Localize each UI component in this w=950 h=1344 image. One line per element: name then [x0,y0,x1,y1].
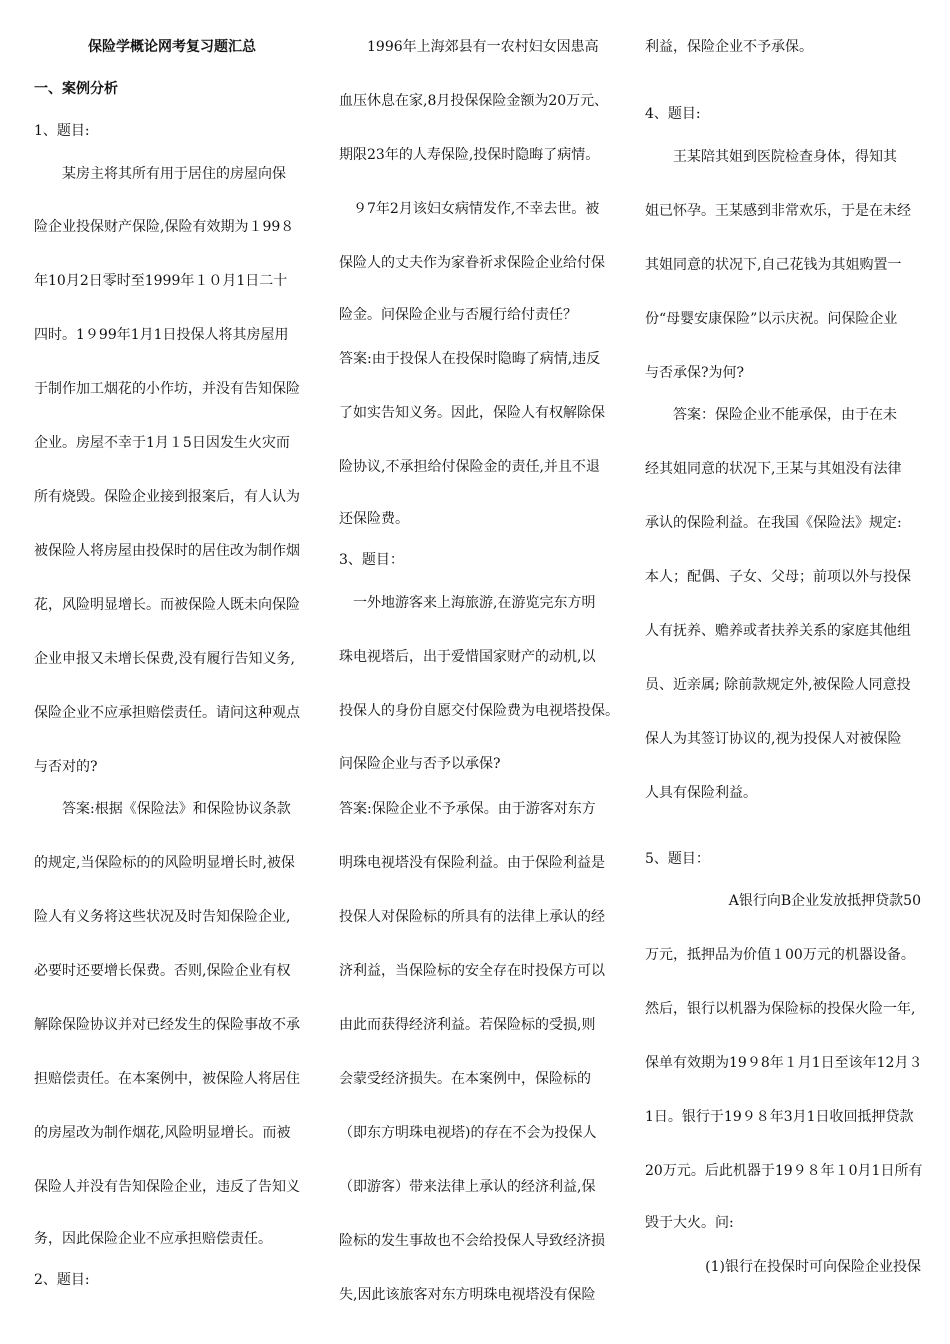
text-line: 被保险人将房屋由投保时的居住改为制作烟 [34,543,300,559]
text-line: 本人；配偶、子女、父母；前项以外与投保 [645,569,911,585]
text-line: 份“母婴安康保险”以示庆祝。问保险企业 [645,311,898,327]
text-line: ９7年2月该妇女病情发作,不幸去世。被 [353,201,600,217]
text-line: 花，风险明显增长。而被保险人既未向保险 [34,597,300,613]
text-line: 其姐同意的状况下,自己花钱为其姐购置一 [645,257,902,273]
text-line: 与否对的? [34,759,98,775]
section-heading: 一、案例分析 [34,81,118,97]
text-line: 企业。房屋不幸于1月１5日因发生火灾而 [34,435,290,451]
text-line: 企业申报又未增长保费,没有履行告知义务, [34,651,295,667]
text-line: 投保人对保险标的所具有的法律上承认的经 [339,909,605,925]
text-line: 某房主将其所有用于居住的房屋向保 [62,166,286,182]
text-line: 的规定,当保险标的的风险明显增长时,被保 [34,855,295,871]
text-line: （即游客）带来法律上承认的经济利益,保 [339,1179,596,1195]
text-line: 毁于大火。问: [645,1215,734,1231]
text-line: 险金。问保险企业与否履行给付责任？ [339,307,577,323]
text-line: 经其姐同意的状况下,王某与其姐没有法律 [645,461,902,477]
text-line: 济利益，当保险标的安全存在时投保方可以 [339,963,605,979]
text-line: 20万元。后此机器于19９８年１0月1日所有 [645,1163,923,1179]
text-line: 险标的发生事故也不会给投保人导致经济损 [339,1233,605,1249]
text-line: 承认的保险利益。在我国《保险法》规定: [645,515,902,531]
answer-line: 答案:保险企业不予承保。由于游客对东方 [339,801,596,817]
text-line: 保险企业不应承担赔偿责任。请问这种观点 [34,705,300,721]
text-line: 一外地游客来上海旅游,在游览完东方明 [353,595,596,611]
question-heading: 2、题目: [34,1272,90,1288]
text-line: 所有烧毁。保险企业接到报案后，有人认为 [34,489,300,505]
question-heading: 1、题目: [34,123,90,139]
text-line: 保单有效期为19９8年１月1日至该年12月３ [645,1055,923,1071]
question-heading: 5、题目： [645,851,710,867]
text-line: 1日。银行于19９８年3月1日收回抵押贷款 [645,1109,914,1125]
text-line: 与否承保?为何? [645,365,745,381]
answer-line: 答案：保险企业不能承保，由于在未 [673,407,897,423]
text-line: 务，因此保险企业不应承担赔偿责任。 [34,1231,272,1247]
text-line: 必要时还要增长保费。否则,保险企业有权 [34,963,291,979]
text-line: （即东方明珠电视塔)的存在不会为投保人 [339,1125,597,1141]
text-line: 险人有义务将这些状况及时告知保险企业, [34,909,291,925]
text-line: 人具有保险利益。 [645,785,757,801]
text-line: 的房屋改为制作烟花,风险明显增长。而被 [34,1125,291,1141]
text-line: 还保险费。 [339,511,409,527]
text-line: 年10月2日零时至1999年１０月1日二十 [34,273,288,289]
text-line: 四时。1９99年1月1日投保人将其房屋用 [34,327,289,343]
text-line: 利益，保险企业不予承保。 [645,39,813,55]
question-heading: 4、题目: [645,106,701,122]
answer-line: 答案:根据《保险法》和保险协议条款 [62,801,291,817]
text-line: 解除保险协议并对已经发生的保险事故不承 [34,1017,300,1033]
text-line: 万元，抵押品为价值１00万元的机器设备。 [645,947,915,963]
text-line: 于制作加工烟花的小作坊，并没有告知保险 [34,381,300,397]
text-line: 1996年上海郊县有一农村妇女因患高 [367,39,599,55]
text-line: 明珠电视塔没有保险利益。由于保险利益是 [339,855,605,871]
text-line: 血压休息在家,8月投保保险金额为20万元、 [339,93,609,109]
text-line: 然后，银行以机器为保险标的投保火险一年, [645,1001,916,1017]
text-line: 投保人的身份自愿交付保险费为电视塔投保。 [339,703,619,719]
text-line: A银行向B企业发放抵押贷款50 [728,893,921,909]
text-line: 保险人并没有告知保险企业，违反了告知义 [34,1179,300,1195]
text-line: 会蒙受经济损失。在本案例中，保险标的 [339,1071,591,1087]
text-line: 保险人的丈夫作为家眷祈求保险企业给付保 [339,255,605,271]
text-line: 险企业投保财产保险,保险有效期为１99８ [34,219,295,235]
text-line: 险协议,不承担给付保险金的责任,并且不退 [339,459,600,475]
text-line: 问保险企业与否予以承保? [339,756,501,772]
question-heading: 3、题目： [339,552,404,568]
text-line: 失,因此该旅客对东方明珠电视塔没有保险 [339,1287,596,1303]
text-line: 王某陪其姐到医院检查身体，得知其 [673,149,897,165]
text-line: 了如实告知义务。因此，保险人有权解除保 [339,405,605,421]
text-line: 担赔偿责任。在本案例中，被保险人将居住 [34,1071,300,1087]
text-line: 由此而获得经济利益。若保险标的受损,则 [339,1017,596,1033]
text-line: (1)银行在投保时可向保险企业投保 [705,1259,921,1275]
answer-line: 答案:由于投保人在投保时隐晦了病情,违反 [339,351,601,367]
document-title: 保险学概论网考复习题汇总 [88,39,256,55]
text-line: 姐已怀孕。王某感到非常欢乐，于是在未经 [645,203,911,219]
text-line: 人有抚养、赡养或者扶养关系的家庭其他组 [645,623,911,639]
text-line: 期限23年的人寿保险,投保时隐晦了病情。 [339,147,600,163]
text-line: 珠电视塔后，出于爱惜国家财产的动机,以 [339,649,596,665]
text-line: 员、近亲属; 除前款规定外,被保险人同意投 [645,677,911,693]
text-line: 保人为其签订协议的,视为投保人对被保险 [645,731,902,747]
